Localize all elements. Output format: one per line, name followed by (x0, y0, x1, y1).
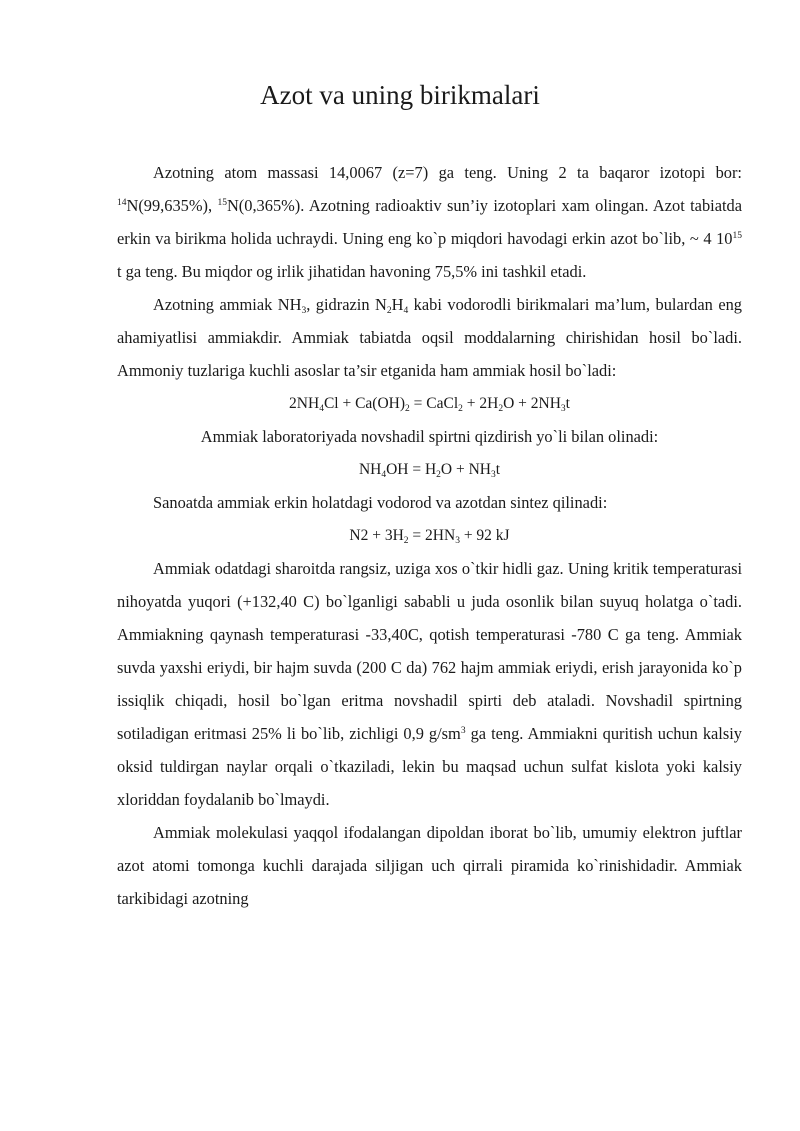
text-run: = CaCl (409, 395, 459, 412)
text-run: + 92 kJ (459, 527, 510, 544)
text-run: , gidrazin N (306, 295, 387, 314)
subscript: 4 (381, 470, 387, 480)
document-body (117, 156, 742, 915)
text-run: Cl + Ca(OH) (323, 395, 406, 412)
text-run: O + 2NH (503, 395, 561, 412)
text-run: + 2H (462, 395, 499, 412)
paragraph-molecule-structure: Ammiak molekulasi yaqqol ifodalangan dipoldan iborat bo`lib, umumiy elektron juftlar azot atomi tomonga kuchli darajada siljigan uch qirrali piramida ko`rinishidadir. Ammiak tarkibidagi azotning (117, 823, 742, 908)
subscript: 2 (403, 536, 409, 546)
subscript: 4 (319, 404, 324, 414)
text-run: t ga teng. Bu miqdor og irlik jihatidan havoning 75,5% ini tashkil etadi. (117, 262, 587, 281)
subscript: 2 (405, 404, 410, 414)
unit-exponent-superscript: 3 (460, 726, 466, 736)
paragraph-properties (117, 552, 742, 816)
exponent-superscript: 15 (732, 231, 742, 241)
text-run: H (391, 295, 404, 314)
isotope-mass-superscript: 15 (217, 198, 227, 208)
text-run: N(99,635%), (126, 196, 218, 215)
text-run: NH (358, 461, 382, 478)
subscript: 2 (436, 470, 441, 480)
text-run: Ammiak odatdagi sharoitda rangsiz, uziga xos o`tkir hidli gaz. Uning kritik temperaturasi nihoyatda yuqori (+132,40 C) bo`lganligi sababli u juda osonlik bilan suyuq holatga o`tadi. Ammiakning qaynash temperaturasi -33,40C, qotish temperaturasi -780 C ga teng. Ammiak suvda yaxshi eriydi, bir hajm suvda (200 C da) 762 hajm ammiak eriydi, erish jarayonida ko`p issiqlik chiqadi, hosil bo`lgan eritma novshadil spirti deb ataladi. Novshadil spirtning sotiladigan eritmasi 25% li bo`lib, zichligi 0,9 g/sm (117, 559, 742, 743)
text-run: Azotning ammiak NH (153, 295, 302, 314)
subscript: 2 (386, 306, 392, 316)
subscript: 3 (560, 404, 566, 414)
text-run: = 2HN (408, 527, 456, 544)
subscript: 3 (301, 306, 307, 316)
subscript: 2 (458, 404, 463, 414)
lab-method-line: Ammiak laboratoriyada novshadil spirtni qizdirish yo`li bilan olinadi: (200, 427, 659, 446)
equation-ammonium-chloride (117, 387, 742, 420)
paragraph-hydrogen-compounds (117, 288, 742, 387)
industrial-method-line: Sanoatda ammiak erkin holatdagi vodorod va azotdan sintez qilinadi: (153, 493, 608, 512)
text-run: ga teng. Ammiakni quritish uchun kalsiy oksid tuldirgan naylar orqali o`tkaziladi, lekin bu maqsad uchun sulfat kislota yoki kalsiy xloriddan foydalanib bo`lmaydi. (117, 724, 742, 809)
subscript: 2 (498, 404, 504, 414)
subscript: 4 (403, 306, 409, 316)
equation-ammonium-hydroxide (117, 453, 742, 486)
text-run: Azotning atom massasi 14,0067 (z=7) ga teng. Uning 2 ta baqaror izotopi bor: (153, 163, 742, 182)
text-run: N2 + 3H (349, 527, 404, 544)
text-run: OH = H (386, 461, 437, 478)
paragraph-isotopes (117, 156, 742, 288)
isotope-mass-superscript: 14 (117, 198, 127, 208)
text-run: 2NH (289, 395, 320, 412)
equation-ammonia-synthesis (117, 519, 742, 552)
text-run: t (495, 461, 501, 478)
subscript: 3 (455, 536, 460, 546)
text-run: O + NH (440, 461, 491, 478)
page-title: Azot va uning birikmalari (260, 80, 540, 110)
subscript: 3 (490, 470, 496, 480)
text-run: kabi vodorodli birikmalari ma’lum, bulardan eng ahamiyatlisi ammiakdir. Ammiak tabiatda oqsil moddalarning chirishidan hosil bo`ladi. Ammoniy tuzlariga kuchli asoslar ta’sir etganida ham ammiak hosil bo`ladi: (117, 295, 743, 380)
text-run: N(0,365%). Azotning radioaktiv sun’iy izotoplari xam olingan. Azot tabiatda erkin va birikma holida uchraydi. Uning eng ko`p miqdori havodagi erkin azot bo`lib, ~ 4 10 (117, 196, 743, 248)
text-run: t (565, 395, 570, 412)
